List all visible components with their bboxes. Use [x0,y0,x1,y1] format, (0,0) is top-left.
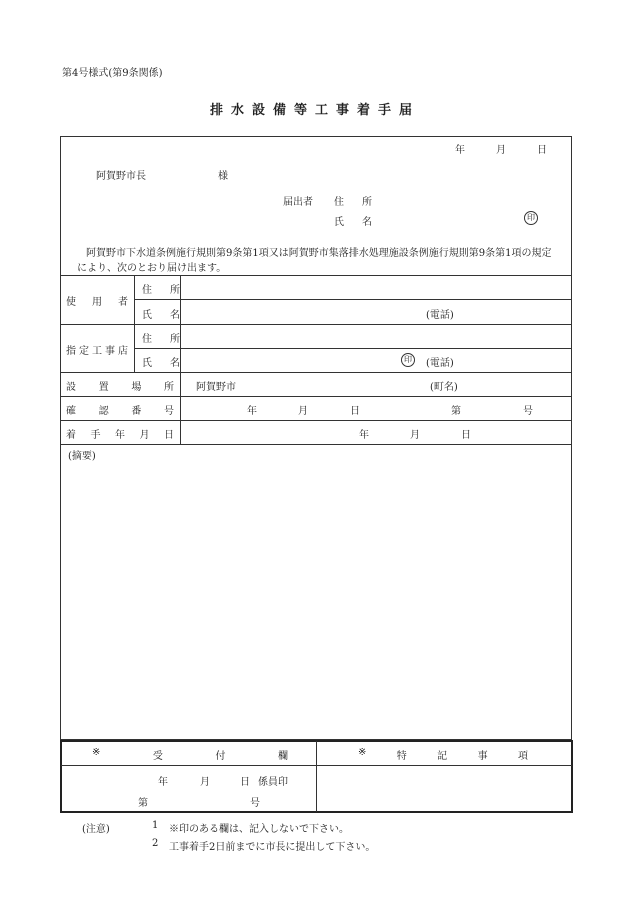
row-divider [60,324,572,325]
location-label-char: 所 [163,382,174,393]
user-section-label [66,293,128,308]
reception-column-divider [316,741,317,812]
row-divider [134,348,572,349]
confirmation-month-label: 月 [298,406,308,417]
confirmation-label-char: 確 [66,406,76,417]
addressee-city: 阿賀野市長 [96,171,146,182]
contractor-address-label: 住 所 [142,334,184,345]
date-day-label: 日 [537,145,547,156]
location-city: 阿賀野市 [196,382,236,393]
special-notes-label-char: ※ [358,747,367,758]
form-number: 第4号様式(第9条関係) [62,68,163,79]
user-phone-label: (電話) [426,310,454,321]
user-address-label: 住 所 [142,285,184,296]
start-date-label-char: 手 [90,430,101,441]
start-year-label: 年 [359,430,369,441]
contractor-name-label: 氏 名 [142,358,184,369]
row-divider [60,420,572,421]
confirmation-label [66,402,174,417]
reception-go-label: 号 [250,798,260,809]
contractor-label-char: 定 [79,346,89,357]
location-label-char: 設 [66,382,76,393]
contractor-phone-label: (電話) [426,358,454,369]
note-2-number: 2 [152,838,159,849]
contractor-section-label [66,342,128,357]
contractor-label-char: 工 [92,346,102,357]
applicant-name-label: 氏 名 [334,217,376,228]
start-date-label [66,426,174,441]
confirmation-dai-label: 第 [451,406,461,417]
reception-label-char: 付 [215,751,226,762]
applicant-label: 届出者 [283,197,313,208]
confirmation-go-label: 号 [523,406,533,417]
reception-year-label: 年 [158,777,168,788]
row-divider [60,275,572,276]
start-date-label-char: 月 [139,430,150,441]
confirmation-label-char: 号 [163,406,174,417]
statement-line-2: により、次のとおり届け出ます。 [77,263,227,274]
row-divider [134,299,572,300]
special-notes-label-char: 項 [517,751,528,762]
addressee-honorific: 様 [218,171,228,182]
contractor-label-char: 事 [105,346,115,357]
summary-label: (摘要) [68,451,96,462]
start-day-label: 日 [461,430,471,441]
special-notes-label [358,747,528,762]
user-name-label: 氏 名 [142,310,184,321]
start-date-label-char: 日 [164,430,174,441]
column-divider [134,275,135,372]
reception-label-char: 欄 [277,751,288,762]
location-label [66,378,174,393]
start-month-label: 月 [410,430,420,441]
row-divider [60,372,572,373]
reception-month-label: 月 [200,777,210,788]
notes-label: (注意) [82,824,110,835]
location-label-char: 場 [131,382,142,393]
reception-row-divider [61,765,572,766]
location-label-char: 置 [98,382,109,393]
special-notes-label-char: 記 [437,751,448,762]
confirmation-year-label: 年 [247,406,257,417]
note-2-text: 工事着手2日前までに市長に提出して下さい。 [169,842,376,853]
contractor-seal-mark: 印 [401,353,415,367]
contractor-label-char: 店 [118,346,128,357]
date-month-label: 月 [496,145,506,156]
confirmation-label-char: 認 [98,406,109,417]
row-divider [60,396,572,397]
reception-label-char: ※ [92,747,101,758]
row-divider [60,444,572,445]
date-year-label: 年 [455,145,465,156]
special-notes-label-char: 事 [477,751,488,762]
note-1-number: 1 [152,820,159,831]
location-town-label: (町名) [430,382,458,393]
reception-label [92,747,288,762]
reception-day-label: 日 [240,777,250,788]
note-1-text: ※印のある欄は、記入しないで下さい。 [169,824,349,835]
statement-line-1: 阿賀野市下水道条例施行規則第9条第1項又は阿賀野市集落排水処理施設条例施行規則第9条第1項の規定 [86,248,552,259]
reception-dai-label: 第 [138,798,148,809]
applicant-address-label: 住 所 [334,197,376,208]
reception-clerk-seal-label: 係員印 [258,777,288,788]
contractor-label-char: 指 [66,346,76,357]
user-label-char: 者 [118,297,128,308]
start-date-label-char: 年 [115,430,125,441]
confirmation-label-char: 番 [131,406,142,417]
user-label-char: 用 [92,297,102,308]
special-notes-label-char: 特 [396,751,407,762]
applicant-seal-mark: 印 [524,211,538,225]
start-date-label-char: 着 [66,430,76,441]
reception-label-char: 受 [152,751,163,762]
confirmation-day-label: 日 [350,406,360,417]
user-label-char: 使 [66,297,76,308]
form-title: 排水設備等工事着手届 [209,103,420,118]
